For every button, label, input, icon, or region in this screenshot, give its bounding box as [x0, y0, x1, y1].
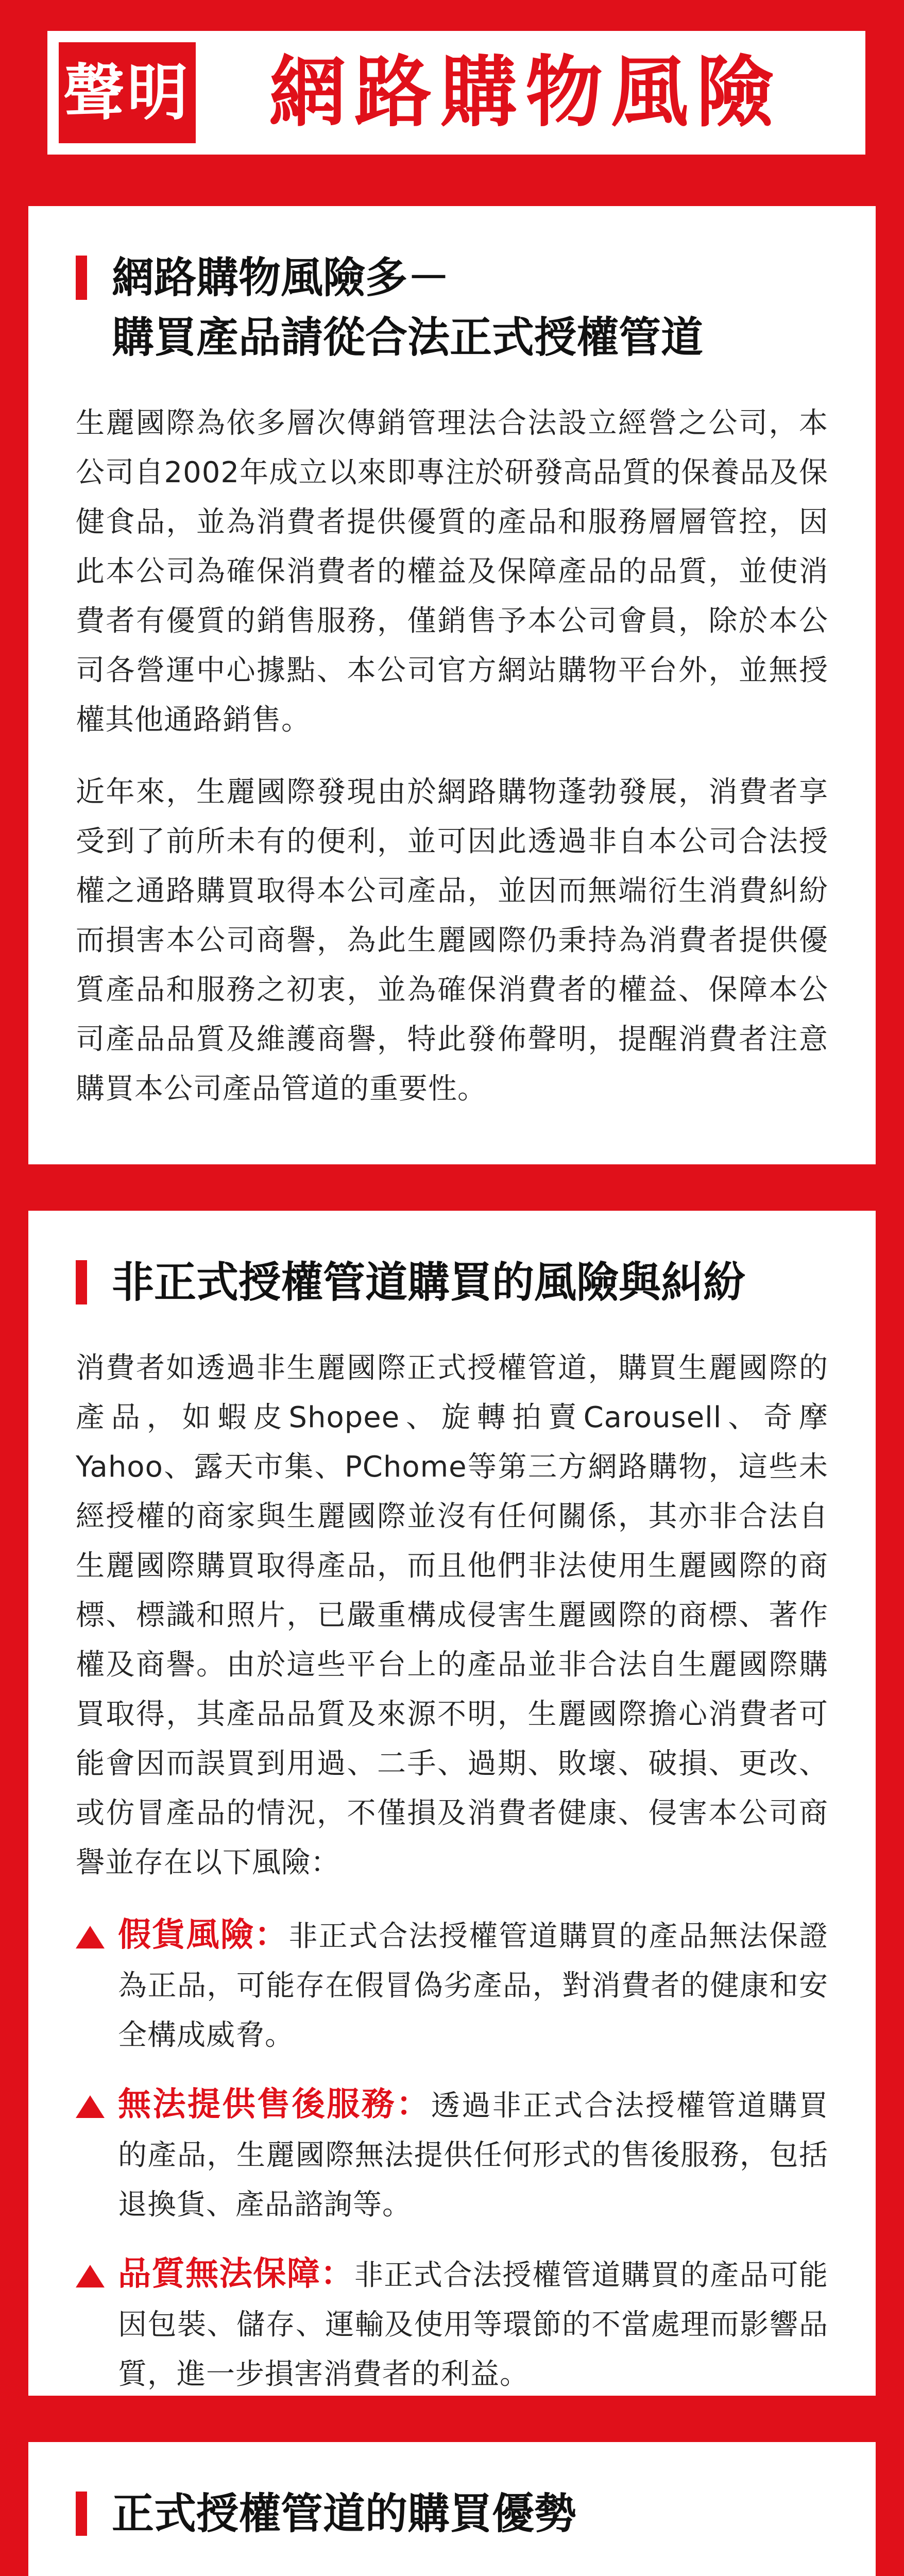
section-authorized-channel-advantages — [28, 2442, 876, 2576]
page-header — [0, 0, 904, 185]
heading-text: 非正式授權管道購買的風險與糾紛 — [112, 1258, 746, 1307]
risk-item-counterfeit — [76, 1910, 828, 2060]
risk-term: 無法提供售後服務： — [118, 2086, 431, 2124]
triangle-bullet-icon — [76, 2095, 105, 2118]
section-heading — [76, 2484, 828, 2544]
section-heading — [76, 248, 828, 368]
paragraph: 近年來，生麗國際發現由於網路購物蓬勃發展，消費者享受到了前所未有的便利，並可因此透過非自本公司合法授權之通路購買取得本公司產品，並因而無端衍生消費糾紛而損害本公司商譽，為此生麗國際仍秉持為消費者提供優質產品和服務之初衷，並為確保消費者的權益、保障本公司產品品質及維護商譽，特此發佈聲明，提醒消費者注意購買本公司產品管道的重要性。 — [76, 775, 828, 1106]
heading-accent-bar — [76, 256, 87, 300]
heading-line-2: 購買產品請從合法正式授權管道 — [112, 313, 704, 362]
section-unauthorized-channel-risk — [28, 1211, 876, 2396]
risk-item-quality — [76, 2249, 828, 2399]
triangle-bullet-icon — [76, 1926, 105, 1948]
heading-text: 正式授權管道的購買優勢 — [112, 2489, 577, 2538]
risk-term: 品質無法保障： — [118, 2255, 354, 2293]
risk-item-no-after-sales — [76, 2080, 828, 2230]
risk-text: 非正式合法授權管道購買的產品無法保證為正品，可能存在假冒偽劣產品，對消費者的健康和安全構成威脅。 — [118, 1920, 829, 2052]
page-title: 網路購物風險 — [185, 31, 865, 155]
risk-text: 非正式合法授權管道購買的產品可能因包裝、儲存、運輸及使用等環節的不當處理而影響品質，進一步損害消費者的利益。 — [118, 2259, 829, 2391]
risk-term: 假貨風險： — [118, 1916, 289, 1954]
risk-text: 透過非正式合法授權管道購買的產品，生麗國際無法提供任何形式的售後服務，包括退換貨、產品諮詢等。 — [118, 2089, 829, 2222]
heading-line-1: 網路購物風險多－ — [112, 253, 450, 302]
triangle-bullet-icon — [76, 2265, 105, 2287]
paragraph: 消費者如透過非生麗國際正式授權管道，購買生麗國際的產品，如蝦皮Shopee、旋轉拍賣Carousell、奇摩Yahoo、露天市集、PChome等第三方網路購物，這些未經授權的商家與生麗國際並沒有任何關係，其亦非合法自生麗國際購買取得產品，而且他們非法使用生麗國際的商標、標識和照片，已嚴重構成侵害生麗國際的商標、著作權及商譽。由於這些平台上的產品並非合法自生麗國際購買取得，其產品品質及來源不明，生麗國際擔心消費者可能會因而誤買到用過、二手、過期、敗壞、破損、更改、或仿冒產品的情況，不僅損及消費者健康、侵害本公司商譽並存在以下風險： — [76, 1351, 828, 1879]
heading-accent-bar — [76, 1260, 87, 1304]
section-heading — [76, 1253, 828, 1313]
heading-accent-bar — [76, 2492, 87, 2536]
section-online-shopping-risk — [28, 206, 876, 1164]
paragraph: 生麗國際為依多層次傳銷管理法合法設立經營之公司，本公司自2002年成立以來即專注於研發高品質的保養品及保健食品，並為消費者提供優質的產品和服務層層管控，因此本公司為確保消費者的權益及保障產品的品質，並使消費者有優質的銷售服務，僅銷售予本公司會員，除於本公司各營運中心據點、本公司官方網站購物平台外，並無授權其他通路銷售。 — [76, 406, 828, 737]
declaration-stamp: 聲明 — [47, 31, 207, 155]
